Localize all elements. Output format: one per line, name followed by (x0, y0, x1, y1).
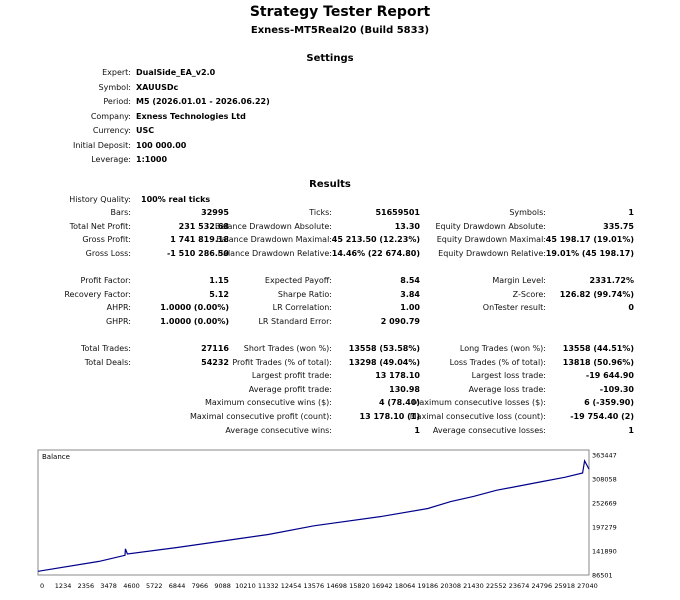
result-label: Average consecutive wins: (225, 425, 332, 435)
result-value: 13.30 (394, 221, 420, 231)
result-value: 126.82 (99.74%) (559, 289, 634, 299)
result-label: LR Standard Error: (258, 316, 332, 326)
x-tick-label: 3478 (100, 582, 117, 590)
result-label: Balance Drawdown Maximal: (216, 235, 332, 245)
y-tick-label: 197279 (592, 523, 617, 532)
result-label: Maximal consecutive profit (count): (189, 412, 332, 421)
result-label: Z-Score: (512, 289, 546, 299)
result-label: Total Deals: (84, 357, 131, 367)
result-value: 231 532.68 (178, 221, 229, 231)
result-value: 1.00 (400, 303, 420, 313)
result-value: 14.46% (22 674.80) (331, 248, 420, 258)
settings-value: 100 000.00 (136, 140, 187, 150)
chart-title: Balance (42, 453, 70, 461)
y-tick-label: 86501 (592, 571, 613, 580)
result-label: Largest loss trade: (471, 371, 546, 381)
result-label: Long Trades (won %): (459, 344, 546, 353)
result-value: 1 741 819.18 (170, 235, 229, 245)
y-tick-label: 141890 (592, 547, 617, 556)
result-value: -1 510 286.50 (166, 248, 229, 258)
x-tick-label: 10210 (235, 582, 256, 590)
x-tick-label: 19186 (417, 582, 439, 590)
result-label: Bars: (110, 208, 131, 217)
result-label: Sharpe Ratio: (277, 289, 332, 299)
result-value: 2331.72% (589, 276, 634, 285)
result-label: Maximum consecutive losses ($): (412, 398, 546, 408)
result-label: Ticks: (309, 208, 332, 217)
x-tick-label: 16942 (371, 582, 393, 590)
result-label: Equity Drawdown Absolute: (435, 221, 546, 231)
result-label: Profit Trades (% of total): (232, 357, 332, 367)
result-label: Maximum consecutive wins ($): (204, 398, 332, 408)
result-value: 0 (628, 303, 634, 313)
x-tick-label: 13576 (303, 582, 325, 590)
result-label: Average profit trade: (248, 384, 332, 394)
result-value: 13818 (50.96%) (562, 357, 634, 367)
settings-value: DualSide_EA_v2.0 (136, 68, 216, 77)
x-tick-label: 4600 (123, 582, 140, 590)
x-tick-label: 25918 (554, 582, 576, 590)
x-tick-label: 7966 (191, 582, 209, 590)
x-tick-label: 24796 (531, 582, 553, 590)
settings-value: Exness Technologies Ltd (136, 111, 246, 121)
settings-label: Leverage: (91, 155, 131, 164)
result-value: 45 198.17 (19.01%) (545, 235, 634, 245)
balance-chart (0, 448, 617, 594)
result-label: GHPR: (105, 316, 131, 326)
settings-value: XAUUSDc (136, 82, 179, 92)
result-value: 1 (414, 425, 420, 435)
y-tick-label: 308058 (592, 475, 617, 484)
result-label: Gross Profit: (82, 235, 131, 245)
result-value: 1.0000 (0.00%) (160, 303, 229, 313)
x-tick-label: 6844 (168, 582, 186, 590)
result-label: Total Net Profit: (69, 221, 131, 231)
x-tick-label: 11332 (257, 582, 279, 590)
result-label: Expected Payoff: (264, 276, 332, 285)
result-value: 5.12 (209, 289, 229, 299)
x-tick-label: 21430 (463, 582, 484, 590)
result-value: 13 178.10 (375, 371, 420, 381)
result-label: LR Correlation: (272, 303, 332, 313)
result-value: 2 090.79 (380, 316, 420, 326)
settings-label: Symbol: (98, 82, 131, 92)
settings-label: Currency: (92, 126, 131, 135)
result-value: 32995 (201, 208, 229, 217)
result-label: Average loss trade: (468, 384, 546, 394)
result-label: Recovery Factor: (64, 289, 131, 299)
settings-heading: Settings (306, 53, 354, 64)
x-tick-label: 18064 (394, 582, 416, 590)
x-tick-label: 15820 (349, 582, 370, 590)
result-label: Profit Factor: (80, 276, 131, 285)
result-value: -19 644.90 (585, 371, 634, 381)
result-label: Balance Drawdown Relative: (217, 248, 332, 258)
result-value: 1 (628, 208, 634, 217)
result-label: Equity Drawdown Relative: (438, 248, 546, 258)
result-value: 8.54 (400, 276, 420, 285)
result-value: 27116 (201, 344, 229, 353)
result-label: OnTester result: (482, 303, 546, 313)
result-value: 3.84 (400, 289, 420, 299)
results-heading: Results (309, 179, 351, 190)
x-tick-label: 5722 (145, 582, 163, 590)
report-subtitle: Exness-MT5Real20 (Build 5833) (250, 25, 430, 36)
result-label: Loss Trades (% of total): (449, 357, 546, 367)
x-tick-label: 27040 (577, 582, 598, 590)
x-tick-label: 12454 (280, 582, 302, 590)
result-value: 19.01% (45 198.17) (545, 248, 634, 258)
result-value: 1.0000 (0.00%) (160, 316, 229, 326)
settings-value: USC (136, 126, 155, 135)
result-label: Largest profit trade: (251, 371, 332, 381)
x-tick-label: 9088 (214, 582, 231, 590)
result-label: Margin Level: (492, 276, 546, 285)
settings-label: Period: (103, 97, 131, 106)
result-value: 51659501 (375, 208, 420, 217)
result-value: 45 213.50 (12.23%) (331, 235, 420, 245)
x-tick-label: 23674 (508, 582, 530, 590)
result-value: 13 178.10 (1) (359, 412, 420, 421)
y-tick-label: 252669 (592, 499, 617, 508)
x-tick-label: 2356 (77, 582, 95, 590)
result-label: Maximal consecutive loss (count): (409, 412, 546, 421)
settings-value: M5 (2026.01.01 - 2026.06.22) (136, 97, 270, 106)
x-tick-label: 22552 (485, 582, 507, 590)
result-label: Symbols: (509, 208, 546, 217)
result-value: -109.30 (599, 384, 634, 394)
result-label: AHPR: (106, 303, 131, 313)
x-tick-label: 14698 (326, 582, 348, 590)
result-label: Balance Drawdown Absolute: (214, 221, 332, 231)
settings-label: Initial Deposit: (73, 140, 131, 150)
result-value: 13298 (49.04%) (348, 357, 420, 367)
result-value: 13558 (53.58%) (348, 344, 420, 353)
result-value: 335.75 (603, 221, 634, 231)
result-label: Short Trades (won %): (243, 344, 332, 353)
result-label: Equity Drawdown Maximal: (436, 235, 546, 245)
result-label: Gross Loss: (85, 248, 131, 258)
x-tick-label: 20308 (440, 582, 462, 590)
result-value: 13558 (44.51%) (562, 344, 634, 353)
result-label: Average consecutive losses: (432, 425, 546, 435)
settings-value: 1:1000 (136, 155, 168, 164)
settings-label: Company: (90, 111, 131, 121)
result-value: 130.98 (389, 384, 420, 394)
result-label: Total Trades: (81, 344, 131, 353)
report-title: Strategy Tester Report (249, 4, 431, 20)
result-value: 6 (-359.90) (584, 398, 634, 408)
history-quality-value: 100% real ticks (141, 195, 211, 204)
x-tick-label: 1234 (54, 582, 72, 590)
result-value: 1 (628, 425, 634, 435)
x-tick-label: 0 (40, 582, 45, 590)
result-value: 54232 (201, 357, 229, 367)
result-value: -19 754.40 (2) (570, 412, 634, 421)
y-tick-label: 363447 (592, 451, 617, 460)
history-quality-label: History Quality: (69, 195, 131, 204)
settings-label: Expert: (102, 68, 131, 77)
result-value: 1.15 (209, 276, 229, 285)
result-value: 4 (78.40) (379, 398, 420, 408)
